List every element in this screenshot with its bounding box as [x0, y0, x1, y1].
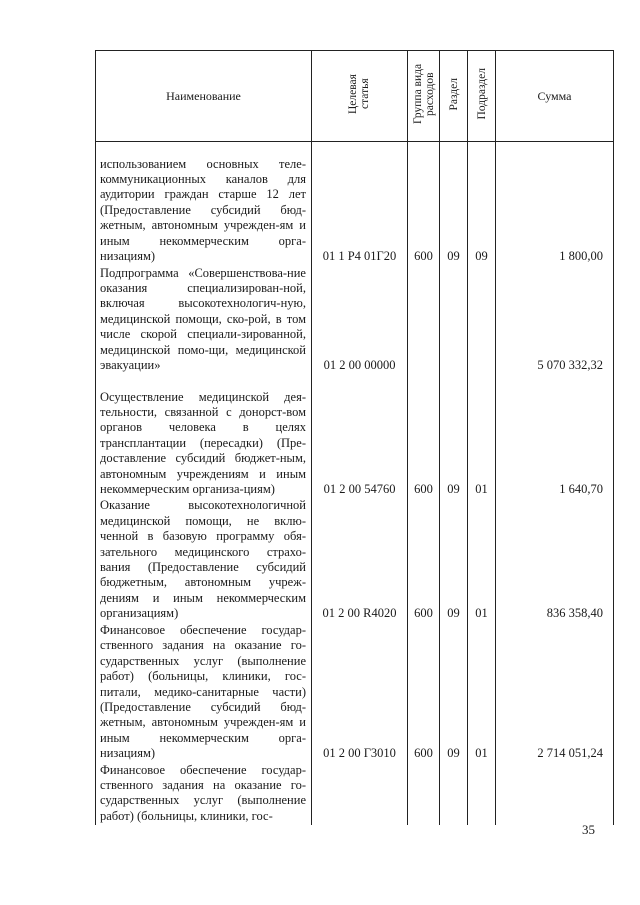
row-sum: 1 800,00	[496, 142, 614, 266]
row-sum: 2 714 051,24	[496, 623, 614, 763]
row-section	[440, 266, 468, 375]
row-target-article: 01 2 00 00000	[312, 266, 408, 375]
header-name: Наименование	[96, 51, 312, 142]
row-expense-group: 600	[408, 623, 440, 763]
row-subsection: 01	[468, 498, 496, 622]
row-subsection: 01	[468, 623, 496, 763]
row-target-article	[312, 763, 408, 826]
row-section: 09	[440, 498, 468, 622]
row-name: Оказание высокотехнологичной медицинской помощи, не вклю-ченной в базовую программу обя-зательного медицинского страхо-вания (Предоставление субсидий бюджетным, автономным учреж-дениям и иным некоммерческим организациям)	[96, 498, 312, 622]
page-number: 35	[582, 822, 595, 837]
row-expense-group	[408, 266, 440, 375]
table-row	[96, 142, 614, 266]
row-expense-group	[408, 763, 440, 826]
row-section: 09	[440, 374, 468, 498]
row-expense-group: 600	[408, 374, 440, 498]
row-name: использованием основных теле-коммуникационных каналов для аудитории граждан старше 12 лет (Предоставление субсидий бюд-жетным, автономным учрежден-ям и иным некоммерческим орга-низациям)	[96, 142, 312, 266]
table-row	[96, 498, 614, 622]
row-expense-group: 600	[408, 498, 440, 622]
table-row	[96, 374, 614, 498]
row-section: 09	[440, 142, 468, 266]
table-row	[96, 763, 614, 826]
row-target-article: 01 2 00 R4020	[312, 498, 408, 622]
row-subsection: 01	[468, 374, 496, 498]
row-subsection	[468, 763, 496, 826]
row-subsection	[468, 266, 496, 375]
row-section	[440, 763, 468, 826]
table-row	[96, 623, 614, 763]
table-header	[96, 51, 614, 142]
row-expense-group: 600	[408, 142, 440, 266]
header-section: Раздел	[440, 51, 468, 142]
row-name: Финансовое обеспечение государ-ственного задания на оказание го-сударственных услуг (выполнение работ) (больницы, клиники, гос-	[96, 763, 312, 826]
table-row	[96, 266, 614, 375]
row-name: Финансовое обеспечение государ-ственного задания на оказание го-сударственных услуг (выполнение работ) (больницы, клиники, гос-питали, медико-санитарные части) (Предоставление субсидий бюд-жетным, автономным учрежден-ям и иным некоммерческим орга-низациям)	[96, 623, 312, 763]
row-subsection: 09	[468, 142, 496, 266]
header-sum: Сумма	[496, 51, 614, 142]
header-expense-group: Группа вида расходов	[408, 51, 440, 142]
row-sum: 836 358,40	[496, 498, 614, 622]
row-name: Осуществление медицинской дея-тельности, связанной с донорст-вом органов человека в целях трансплантации (пересадки) (Пре-доставление субсидий бюджет-ным, автономным учреждениям и иным некоммерческим организа-циям)	[96, 374, 312, 498]
row-target-article: 01 1 P4 01Г20	[312, 142, 408, 266]
budget-table	[95, 50, 614, 825]
row-sum	[496, 763, 614, 826]
row-target-article: 01 2 00 54760	[312, 374, 408, 498]
header-subsection: Подраздел	[468, 51, 496, 142]
row-sum: 5 070 332,32	[496, 266, 614, 375]
header-target-article: Целевая статья	[312, 51, 408, 142]
row-name: Подпрограмма «Совершенствова-ние оказания специализирован-ной, включая высокотехнологич-ную, медицинской помощи, ско-рой, в том числе скорой специали-зированной, медицинской помо-щи, медицинской эвакуации»	[96, 266, 312, 375]
row-section: 09	[440, 623, 468, 763]
row-sum: 1 640,70	[496, 374, 614, 498]
row-target-article: 01 2 00 Г3010	[312, 623, 408, 763]
